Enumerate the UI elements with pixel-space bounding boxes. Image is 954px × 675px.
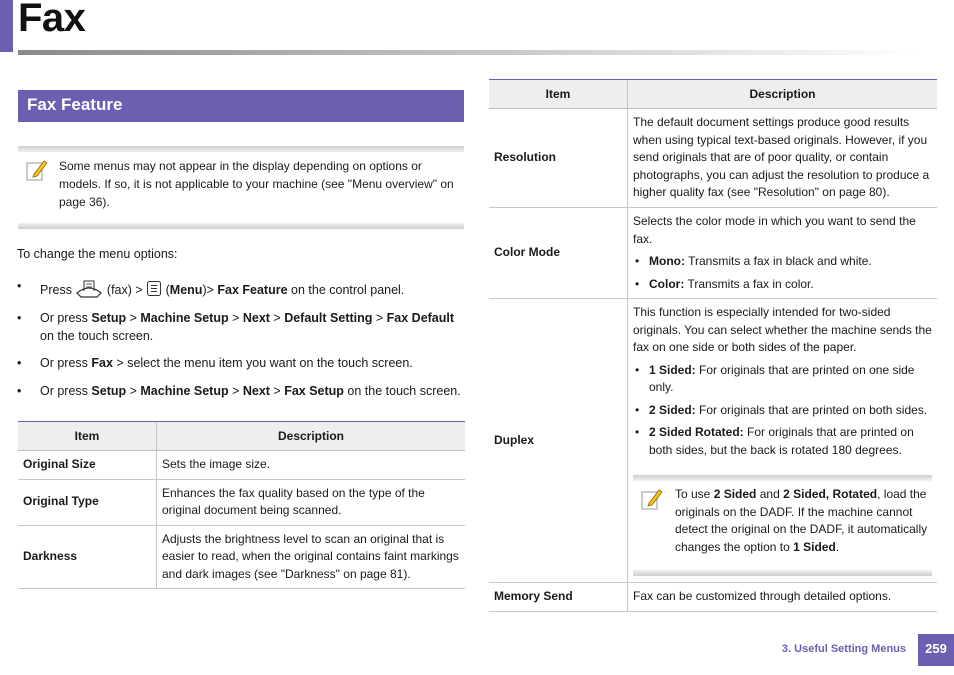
list-item-text: on the touch screen. [343, 384, 461, 398]
intro-text: To change the menu options: [17, 247, 178, 261]
list-item [633, 402, 932, 420]
note-text [675, 486, 933, 556]
list-item-text: Or press [40, 356, 92, 370]
list-item-text: Or press [40, 311, 92, 325]
table-row [489, 109, 937, 208]
item-cell: Memory Send [489, 583, 628, 612]
table-row [18, 525, 465, 589]
item-cell: Original Size [18, 451, 157, 480]
note-box [18, 146, 464, 229]
path-separator: > [126, 311, 141, 325]
option-text: Transmits a fax in black and white. [684, 254, 872, 268]
option-label: Mono: [649, 254, 685, 268]
option-label: 1 Sided: [649, 362, 696, 377]
menu-path-item: Fax [91, 356, 113, 370]
description-cell [628, 208, 938, 299]
chapter-title: Fax [18, 0, 86, 40]
chapter-accent-bar [0, 0, 13, 52]
option-label: 2 Sided Rotated: [649, 425, 744, 439]
list-item-text: on the control panel. [287, 282, 405, 297]
column-header-item: Item [489, 80, 628, 109]
page-number: 259 [918, 634, 954, 666]
fax-icon [75, 277, 103, 304]
option-text: For originals that are printed on both sides, but the back is rotated 180 degrees. [649, 425, 914, 457]
option-text: Transmits a fax in color. [684, 276, 814, 291]
path-separator: > [269, 311, 285, 325]
item-cell: Color Mode [489, 208, 628, 299]
table-header-row [489, 80, 937, 109]
list-item-text: Or press [40, 384, 92, 398]
note-text-part: To use [675, 487, 714, 501]
option-label: 2 Sided: [649, 402, 696, 417]
fax-feature-label: Fax Feature [217, 282, 288, 297]
menu-path-item: Setup [91, 311, 127, 325]
column-header-item: Item [18, 422, 157, 451]
note-top-rule [633, 475, 932, 481]
table-row [489, 208, 937, 299]
option-label: Color: [649, 276, 685, 291]
note-text-bold: 2 Sided [713, 487, 757, 501]
description-cell [628, 299, 938, 583]
path-separator: > [228, 311, 243, 325]
option-text: For originals that are printed on one side only. [649, 362, 915, 394]
table-header-row [18, 422, 465, 451]
list-item-text: > select the menu item you want on the touch screen. [112, 356, 413, 370]
list-item [633, 362, 932, 397]
item-cell: Resolution [489, 109, 628, 208]
fax-feature-table-right [489, 79, 937, 612]
description-cell: Adjusts the brightness level to scan an original that is easier to read, when the original contains faint markings and dark images (see "Darkness" on page 81). [157, 525, 466, 589]
column-header-description: Description [157, 422, 466, 451]
menu-path-item: Fax Default [386, 311, 455, 325]
menu-label: Menu [169, 282, 203, 297]
path-separator: > [372, 311, 387, 325]
table-row [18, 479, 465, 525]
menu-path-item: Machine Setup [140, 311, 229, 325]
list-item [633, 276, 932, 294]
section-heading: Fax Feature [18, 90, 464, 122]
path-separator: > [228, 384, 243, 398]
description-cell: Fax can be customized through detailed options. [628, 583, 938, 612]
option-list [633, 253, 932, 293]
menu-path-item: Default Setting [284, 311, 373, 325]
note-pencil-icon [641, 487, 663, 517]
note-pencil-icon [26, 158, 48, 182]
menu-path-item: Fax Setup [284, 384, 344, 398]
item-cell: Darkness [18, 525, 157, 589]
footer-chapter: 3. Useful Setting Menus [781, 643, 906, 655]
menu-icon [146, 280, 162, 302]
option-text: For originals that are printed on both sides. [695, 402, 928, 417]
list-item-text: )> [202, 282, 218, 297]
note-text-bold: 1 Sided [793, 539, 836, 554]
path-separator: > [126, 384, 141, 398]
menu-path-item: Machine Setup [140, 384, 229, 398]
item-cell: Duplex [489, 299, 628, 583]
menu-path-item: Setup [91, 384, 127, 398]
item-cell: Original Type [18, 479, 157, 525]
duplex-note-box [633, 475, 932, 576]
list-item-text: Press [40, 282, 72, 297]
list-item-text: on the touch screen. [40, 329, 154, 343]
column-header-description: Description [628, 80, 938, 109]
note-top-rule [18, 146, 464, 152]
description-cell: Enhances the fax quality based on the type of the original document being scanned. [157, 479, 466, 525]
title-rule [18, 50, 918, 55]
note-bottom-rule [633, 570, 932, 576]
list-item [633, 253, 932, 271]
note-text-part: and [756, 487, 784, 501]
fax-feature-table-left [18, 421, 465, 589]
note-text-bold: 2 Sided, Rotated [783, 487, 878, 501]
note-bottom-rule [18, 223, 464, 229]
list-item-text: (fax) > [103, 282, 147, 297]
description-text: This function is especially intended for two-sided originals. You can select whether the machine sends the fax on one side or both sides of the paper. [633, 305, 932, 354]
table-row [18, 451, 465, 480]
description-text: Selects the color mode in which you want to send the fax. [633, 214, 916, 246]
note-text-part: , load the originals on the DADF. If the machine cannot detect the original on the DADF, it automatically changes the option to [675, 487, 928, 554]
table-row [489, 299, 937, 583]
list-item-text: ( [162, 282, 170, 297]
description-cell: Sets the image size. [157, 451, 466, 480]
option-list [633, 362, 932, 460]
description-cell: The default document settings produce good results when using typical text-based originals. However, if you send originals that are of poor quality, or contain photographs, you can adjust the resolution to produce a higher quality fax (see "Resolution" on page 80). [628, 109, 938, 208]
list-item [633, 424, 932, 459]
path-separator: > [269, 384, 285, 398]
note-text: Some menus may not appear in the display depending on options or models. If so, it is not applicable to your machine (see "Menu overview" on page 36). [59, 159, 454, 209]
table-row [489, 583, 937, 612]
note-text-part: . [835, 539, 840, 554]
menu-path-item: Next [242, 384, 270, 398]
menu-path-item: Next [242, 311, 270, 325]
